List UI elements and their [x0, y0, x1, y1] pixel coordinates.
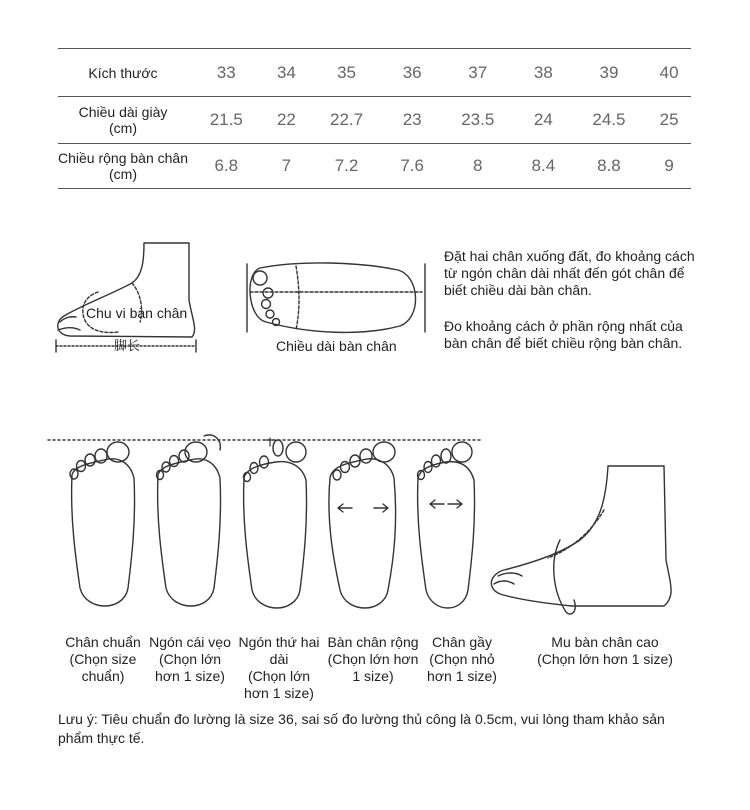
foot-thin-icon: [418, 442, 475, 608]
foot-type-advice: (Chọn lớn hơn 1 size): [244, 668, 314, 701]
foot-type-name: Chân gầy: [432, 634, 492, 650]
top-foot-length-icon: [247, 263, 425, 332]
size-cell: 34: [265, 49, 309, 97]
foot-type-name: Mu bàn chân cao: [551, 634, 659, 650]
size-cell: 39: [571, 49, 648, 97]
foot-type-caption: [234, 634, 324, 702]
foot-type-caption: [530, 634, 680, 668]
foot-type-name: Chân chuẩn: [65, 634, 141, 650]
foot-length-cn-label: 脚长: [114, 339, 141, 354]
side-foot-circumference-icon: [56, 243, 196, 352]
foot-length-label: Chiều dài bàn chân: [276, 338, 397, 354]
width-cell: 8: [439, 144, 516, 189]
width-cell: 7: [265, 144, 309, 189]
width-cell: 8.4: [516, 144, 571, 189]
measurement-note: Lưu ý: Tiêu chuẩn đo lường là size 36, sai số đo lường thủ công là 0.5cm, vui lòng tham khảo sản phẩm thực tế.: [58, 711, 665, 746]
foot-type-caption: [148, 634, 232, 685]
length-cell: 22.7: [308, 97, 385, 144]
foot-type-caption: [326, 634, 420, 685]
size-cell: 33: [188, 49, 265, 97]
instruction-length: Đặt hai chân xuống đất, đo khoảng cách từ ngón chân dài nhất đến gót chân để biết chiều dài bàn chân.: [444, 248, 695, 298]
foot-type-advice: (Chọn size chuẩn): [69, 651, 137, 684]
foot-type-name: Bàn chân rộng: [327, 634, 419, 650]
length-cell: 23.5: [439, 97, 516, 144]
length-cell: 22: [265, 97, 309, 144]
circumference-label: Chu vi bàn chân: [86, 305, 188, 321]
foot-type-advice: (Chọn lớn hơn 1 size): [327, 651, 419, 684]
row-label-size: Kích thước: [58, 49, 188, 97]
instruction-width: Đo khoảng cách ở phần rộng nhất của bàn chân để biết chiều rộng bàn chân.: [444, 318, 683, 351]
foot-type-name: Ngón thứ hai dài: [238, 634, 320, 667]
width-cell: 6.8: [188, 144, 265, 189]
row-label-width: Chiều rộng bàn chân (cm): [58, 144, 188, 189]
foot-type-advice: (Chọn nhỏ hơn 1 size): [427, 651, 497, 684]
size-cell: 35: [308, 49, 385, 97]
width-cell: 7.2: [308, 144, 385, 189]
foot-type-caption: [58, 634, 148, 685]
foot-type-advice: (Chọn lớn hơn 1 size): [155, 651, 225, 684]
size-cell: 36: [385, 49, 440, 97]
width-cell: 8.8: [571, 144, 648, 189]
foot-normal-icon: [70, 442, 135, 606]
length-cell: 24: [516, 97, 571, 144]
row-label-length: Chiều dài giày (cm): [58, 97, 188, 144]
width-cell: 9: [647, 144, 691, 189]
foot-type-caption: [426, 634, 498, 685]
width-cell: 7.6: [385, 144, 440, 189]
size-cell: 38: [516, 49, 571, 97]
foot-wide-icon: [329, 442, 396, 608]
foot-type-advice: (Chọn lớn hơn 1 size): [537, 651, 673, 667]
size-cell: 37: [439, 49, 516, 97]
length-cell: 23: [385, 97, 440, 144]
foot-bunion-icon: [157, 435, 221, 606]
length-cell: 24.5: [571, 97, 648, 144]
foot-type-name: Ngón cái vẹo: [149, 634, 231, 650]
size-cell: 40: [647, 49, 691, 97]
length-cell: 21.5: [188, 97, 265, 144]
foot-long-second-toe-icon: [244, 438, 307, 608]
foot-high-instep-icon: [491, 466, 671, 614]
length-cell: 25: [647, 97, 691, 144]
